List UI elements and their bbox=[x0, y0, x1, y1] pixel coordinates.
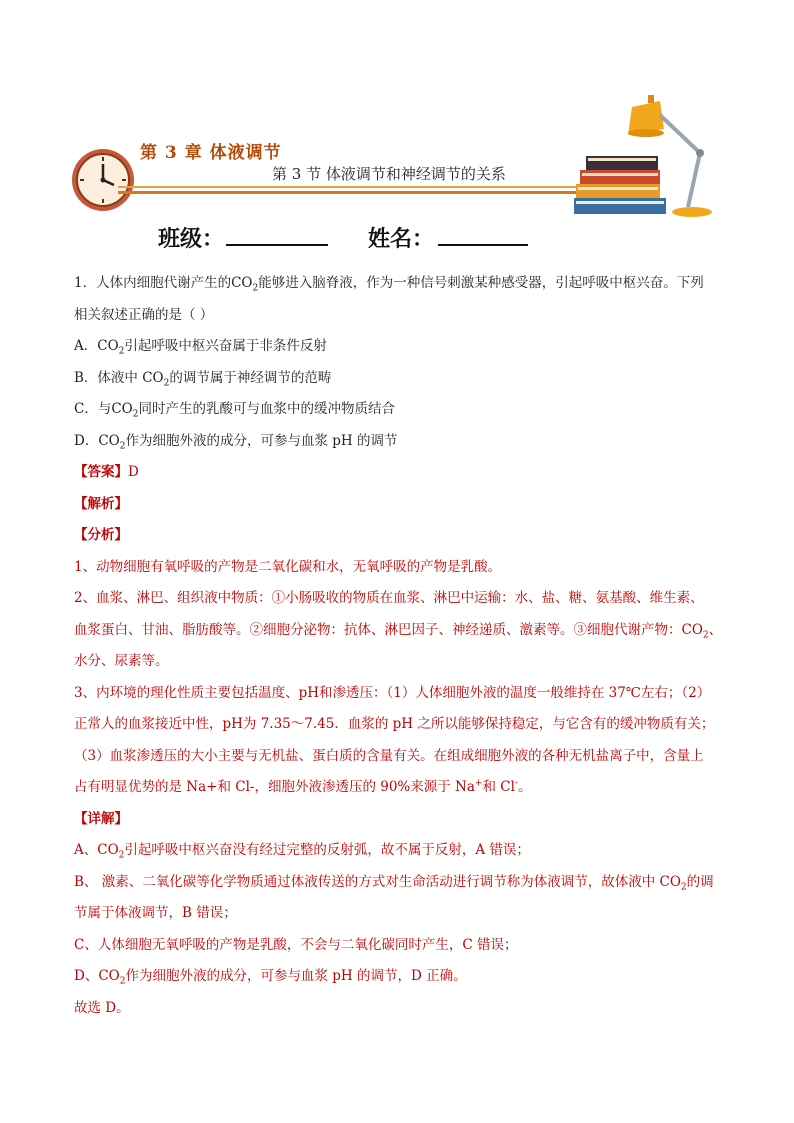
option-b bbox=[74, 363, 724, 395]
name-label: 姓名： bbox=[368, 227, 435, 252]
class-label: 班级： bbox=[158, 227, 225, 252]
section-title: 第 3 节 体液调节和神经调节的关系 bbox=[272, 165, 506, 183]
detail-b-line1 bbox=[74, 867, 724, 899]
detail-c: C、人体细胞无氧呼吸的产物是乳酸，不会与二氧化碳同时产生，C 错误； bbox=[74, 936, 518, 953]
analysis-label bbox=[74, 489, 724, 521]
analysis-text: 血浆蛋白、甘油、脂肪酸等。②细胞分泌物：抗体、淋巴因子、神经递质、激素等。③细胞代谢产物：CO bbox=[74, 621, 703, 638]
analysis-paragraph-1: 1、动物细胞有氧呼吸的产物是二氧化碳和水，无氧呼吸的产物是乳酸。 bbox=[74, 558, 502, 575]
detail-text: 的调 bbox=[686, 873, 714, 890]
option-text: 作为细胞外液的成分，可参与血浆 pH 的调节 bbox=[125, 432, 398, 449]
detail-text: 引起呼吸中枢兴奋没有经过完整的反射弧，故不属于反射，A 错误； bbox=[124, 842, 530, 858]
detail-tag: 【详解】 bbox=[74, 810, 128, 827]
option-text: 引起呼吸中枢兴奋属于非条件反射 bbox=[124, 338, 327, 354]
detail-text: A、CO bbox=[74, 842, 119, 858]
answer-value: D bbox=[128, 464, 139, 480]
subscript: 2 bbox=[119, 976, 126, 987]
detail-text: D、CO bbox=[74, 968, 120, 984]
analysis-paragraph-3c: （3）血浆渗透压的大小主要与无机盐、蛋白质的含量有关。在组成细胞外液的各种无机盐离子中，含量上 bbox=[74, 747, 704, 764]
analysis-paragraph-3b: 正常人的血浆接近中性，pH为 7.35～7.45．血浆的 pH 之所以能够保持稳定，与它含有的缓冲物质有关； bbox=[74, 716, 715, 732]
superscript: + bbox=[474, 778, 483, 789]
class-blank[interactable] bbox=[226, 222, 328, 246]
analysis-text: 。 bbox=[517, 779, 532, 795]
analysis-paragraph-3a: 3、内环境的理化性质主要包括温度、pH和渗透压：（1）人体细胞外液的温度一般维持在 37℃左右；（2） bbox=[74, 684, 711, 701]
analysis-sub-tag: 【分析】 bbox=[74, 527, 128, 543]
detail-text: 作为细胞外液的成分，可参与血浆 pH 的调节，D 正确。 bbox=[125, 968, 467, 984]
option-d bbox=[74, 426, 724, 458]
detail-label bbox=[74, 804, 724, 836]
page-header bbox=[0, 0, 794, 260]
option-text: 的调节属于神经调节的范畴 bbox=[169, 369, 332, 386]
option-text: C．与CO bbox=[74, 401, 133, 417]
option-c bbox=[74, 394, 724, 426]
question-stem-line2: 相关叙述正确的是（ ） bbox=[74, 306, 214, 323]
option-text: B．体液中 CO bbox=[74, 369, 164, 386]
detail-b-line2: 节属于体液调节，B 错误； bbox=[74, 905, 237, 921]
subscript: 2 bbox=[132, 409, 139, 420]
subscript: 2 bbox=[163, 378, 170, 389]
analysis-paragraph-2b bbox=[74, 615, 724, 647]
subscript: 2 bbox=[680, 882, 687, 893]
subscript: 2 bbox=[119, 441, 126, 452]
analysis-text: 、 bbox=[708, 621, 723, 638]
analysis-sub-label bbox=[74, 520, 724, 552]
detail-a bbox=[74, 835, 724, 867]
clock-icon bbox=[70, 147, 136, 213]
stem-text: 能够进入脑脊液，作为一种信号刺激某种感受器，引起呼吸中枢兴奋。下列 bbox=[258, 275, 704, 291]
header-divider bbox=[118, 186, 588, 188]
analysis-text: 占有明显优势的是 Na+和 Cl-，细胞外液渗透压的 90%来源于 Na bbox=[74, 779, 475, 795]
subscript: 2 bbox=[252, 283, 259, 294]
stem-text: 1．人体内细胞代谢产生的CO bbox=[74, 275, 253, 291]
option-a bbox=[74, 331, 724, 363]
analysis-paragraph-2a: 2、血浆、淋巴、组织液中物质：①小肠吸收的物质在血浆、淋巴中运输：水、盐、糖、氨基酸、维生素、 bbox=[74, 590, 704, 606]
name-blank[interactable] bbox=[438, 222, 528, 246]
subscript: 2 bbox=[702, 630, 709, 641]
analysis-text: 和 Cl bbox=[482, 779, 515, 795]
question-content bbox=[74, 268, 724, 1024]
option-text: A．CO bbox=[74, 338, 119, 354]
analysis-paragraph-3d bbox=[74, 772, 724, 804]
superscript: - bbox=[514, 778, 518, 789]
option-text: D．CO bbox=[74, 432, 120, 449]
detail-d bbox=[74, 961, 724, 993]
detail-conclusion: 故选 D。 bbox=[74, 999, 130, 1016]
analysis-paragraph-2c: 水分、尿素等。 bbox=[74, 653, 169, 669]
header-divider-thick bbox=[118, 191, 588, 194]
subscript: 2 bbox=[118, 346, 125, 357]
subscript: 2 bbox=[118, 850, 125, 861]
option-text: 同时产生的乳酸可与血浆中的缓冲物质结合 bbox=[138, 401, 395, 417]
question-stem bbox=[74, 268, 724, 300]
chapter-title: 第 3 章 体液调节 bbox=[140, 143, 282, 163]
analysis-tag: 【解析】 bbox=[74, 495, 128, 512]
detail-text: B、 激素、二氧化碳等化学物质通过体液传送的方式对生命活动进行调节称为体液调节，故体液中 CO bbox=[74, 873, 681, 890]
answer-label: 【答案】 bbox=[74, 464, 128, 480]
books-icon bbox=[574, 150, 670, 220]
answer-line bbox=[74, 457, 724, 489]
